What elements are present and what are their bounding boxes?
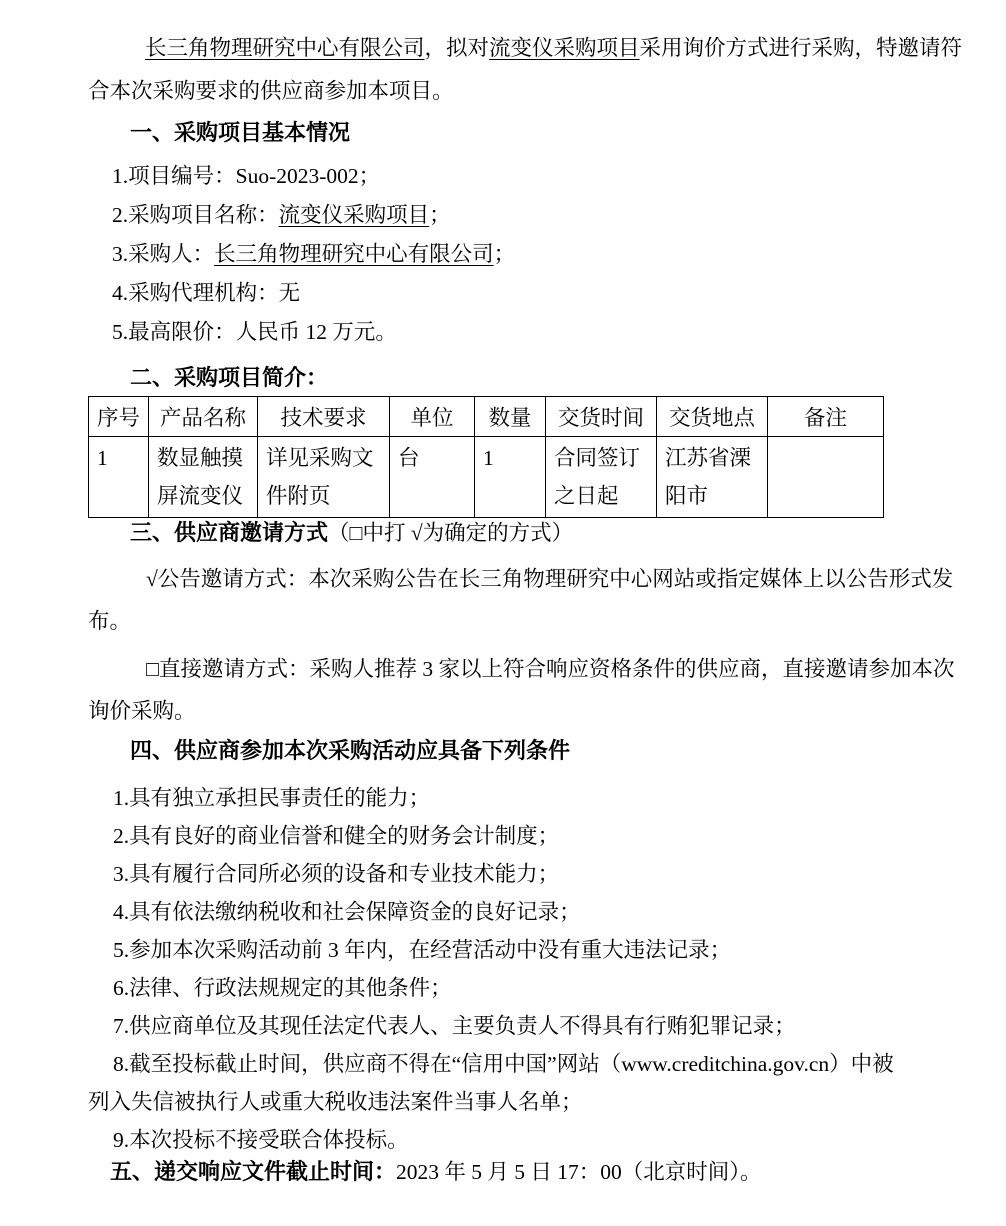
item3-purchaser-underlined: 长三角物理研究中心有限公司: [214, 242, 494, 266]
cell-product: 数显触摸屏流变仪: [149, 437, 258, 518]
invitation-option-public: [88, 558, 986, 642]
section2-heading: 二、采购项目简介：: [130, 365, 329, 390]
section1-list: [88, 157, 986, 352]
list-item: 5.参加本次采购活动前 3 年内，在经营活动中没有重大违法记录；: [113, 938, 732, 962]
option1-line1: √公告邀请方式：本次采购公告在长三角物理研究中心网站或指定媒体上以公告形式发: [146, 567, 954, 591]
list-item: [88, 235, 986, 274]
section4-list: [88, 779, 986, 1159]
cell-delivery-time: 合同签订之日起: [546, 437, 657, 518]
project-name-underlined: 流变仪采购项目: [489, 36, 640, 60]
list-item: 6.法律、行政法规规定的其他条件；: [113, 976, 452, 1000]
option2-line1: □直接邀请方式：采购人推荐 3 家以上符合响应资格条件的供应商，直接邀请参加本次: [146, 657, 955, 681]
list-item: 4.采购代理机构：无: [112, 281, 301, 305]
list-item: 4.具有依法缴纳税收和社会保障资金的良好记录；: [113, 900, 581, 924]
item8-line2: 列入失信被执行人或重大税收违法案件当事人名单；: [88, 1090, 583, 1114]
list-item: 9.本次投标不接受联合体投标。: [113, 1128, 409, 1152]
section3-heading: [88, 520, 986, 546]
table-row: [89, 437, 884, 518]
item3-prefix: 3.采购人：: [112, 242, 215, 266]
cell-unit: 台: [390, 437, 475, 518]
intro-line1-tail: 采用询价方式进行采购，特邀请符: [639, 36, 963, 60]
header-seq: 序号: [89, 397, 149, 437]
intro-mid-text: ，拟对: [424, 36, 490, 60]
header-remark: 备注: [768, 397, 884, 437]
list-item: 5.最高限价：人民币 12 万元。: [112, 320, 397, 344]
option2-line2: 询价采购。: [88, 699, 196, 723]
purchaser-name-underlined: 长三角物理研究中心有限公司: [145, 36, 425, 60]
cell-qty: 1: [475, 437, 546, 518]
section3-heading-note: （□中打 √为确定的方式）: [328, 521, 574, 545]
section5-heading: [88, 1159, 986, 1185]
table-header-row: [89, 397, 884, 437]
list-item: 3.具有履行合同所必须的设备和专业技术能力；: [113, 862, 560, 886]
header-unit: 单位: [390, 397, 475, 437]
section4-heading: 四、供应商参加本次采购活动应具备下列条件: [130, 738, 571, 763]
list-item: 7.供应商单位及其现任法定代表人、主要负责人不得具有行贿犯罪记录；: [113, 1014, 796, 1038]
item2-project-underlined: 流变仪采购项目: [278, 203, 430, 227]
header-delivery-time: 交货时间: [546, 397, 657, 437]
section5-deadline-text: 2023 年 5 月 5 日 17：00（北京时间）。: [396, 1160, 762, 1184]
option1-line2: 布。: [88, 609, 132, 633]
intro-line2: 合本次采购要求的供应商参加本项目。: [88, 79, 454, 103]
section3-heading-bold: 三、供应商邀请方式: [130, 520, 329, 545]
header-delivery-place: 交货地点: [657, 397, 768, 437]
list-item: 1.具有独立承担民事责任的能力；: [113, 786, 431, 810]
list-item: [88, 196, 986, 235]
intro-paragraph: [88, 27, 986, 113]
item2-suffix: ；: [429, 203, 451, 227]
list-item: 2.具有良好的商业信誉和健全的财务会计制度；: [113, 824, 560, 848]
item3-suffix: ；: [493, 242, 516, 266]
header-product-name: 产品名称: [149, 397, 258, 437]
cell-delivery-place: 江苏省溧阳市: [657, 437, 768, 518]
products-table: [88, 396, 884, 518]
header-tech-requirements: 技术要求: [258, 397, 390, 437]
section5-heading-bold: 五、递交响应文件截止时间：: [110, 1159, 397, 1184]
item2-prefix: 2.采购项目名称：: [112, 203, 279, 227]
list-item: 1.项目编号：Suo-2023-002；: [112, 164, 381, 188]
section1-heading: 一、采购项目基本情况: [130, 120, 351, 145]
cell-remark: [768, 437, 884, 518]
cell-seq: 1: [89, 437, 149, 518]
item8-line1: 8.截至投标截止时间，供应商不得在“信用中国”网站（www.creditchina.gov.cn）中被: [113, 1052, 894, 1076]
list-item: [88, 1045, 986, 1121]
cell-tech: 详见采购文件附页: [258, 437, 390, 518]
header-quantity: 数量: [475, 397, 546, 437]
invitation-option-direct: [88, 648, 986, 732]
